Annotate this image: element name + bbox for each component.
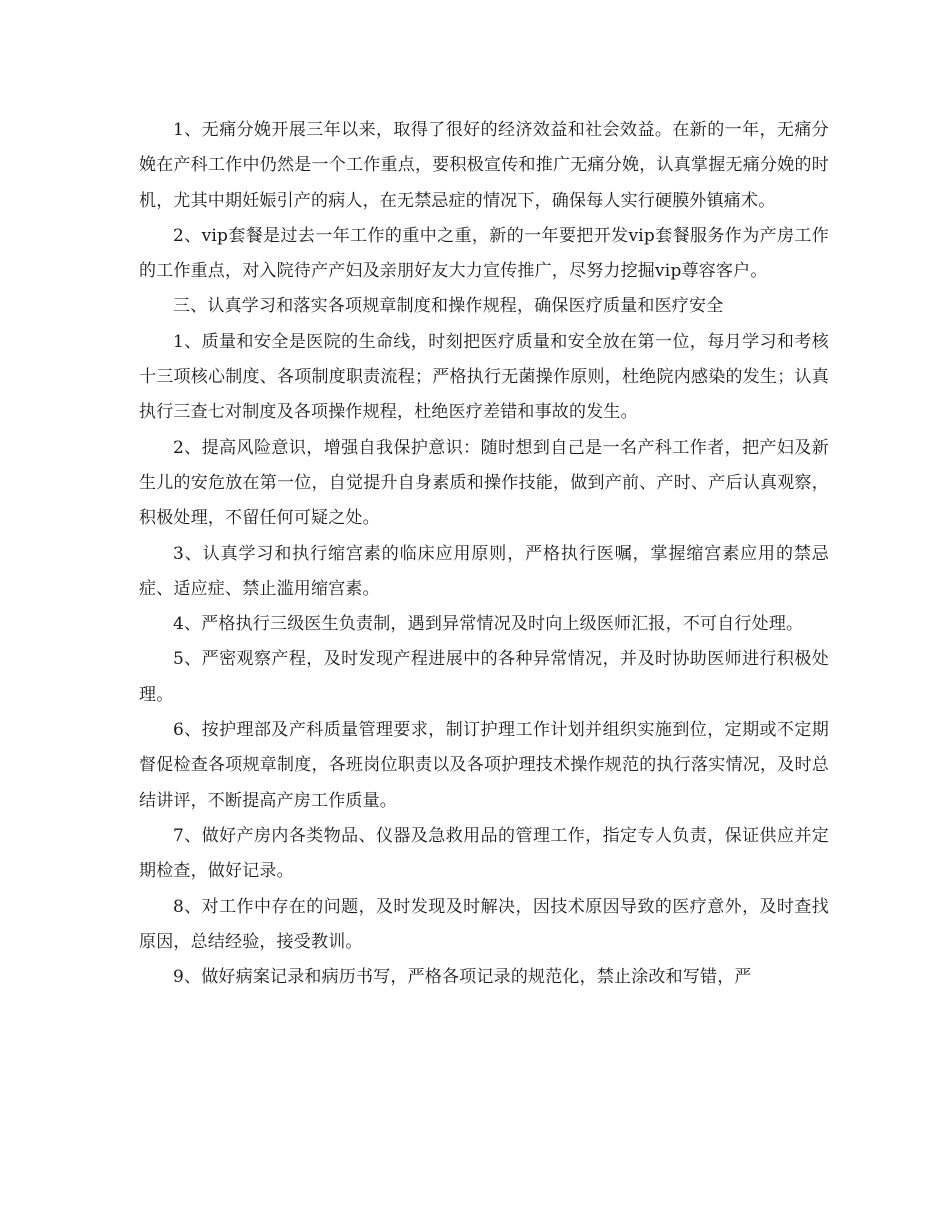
paragraph-three-level-doctor: 4、严格执行三级医生负责制，遇到异常情况及时向上级医师汇报，不可自行处理。 [173, 614, 804, 635]
paragraph-nursing-plan: 6、按护理部及产科质量管理要求，制订护理工作计划并组织实施到位，定期或不定期督促检查各项规章制度，各班岗位职责以及各项护理技术操作规范的执行落实情况，及时总结讲评，不断提高产房工作质量。 [139, 720, 829, 811]
paragraph-quality-safety: 1、质量和安全是医院的生命线，时刻把医疗质量和安全放在第一位，每月学习和考核十三项核心制度、各项制度职责流程；严格执行无菌操作原则，杜绝院内感染的发生；认真执行三查七对制度及各项操作规程，杜绝医疗差错和事故的发生。 [139, 331, 829, 423]
paragraph-risk-awareness: 2、提高风险意识，增强自我保护意识：随时想到自己是一名产科工作者，把产妇及新生儿的安危放在第一位，自觉提升自身素质和操作技能，做到产前、产时、产后认真观察，积极处理，不留任何可疑之处。 [139, 437, 829, 529]
paragraph-medical-records: 9、做好病案记录和病历书写，严格各项记录的规范化，禁止涂改和写错，严 [173, 967, 752, 988]
paragraph-labor-observation: 5、严密观察产程，及时发现产程进展中的各种异常情况，并及时协助医师进行积极处理。 [139, 649, 829, 705]
paragraph-supplies-management: 7、做好产房内各类物品、仪器及急救用品的管理工作，指定专人负责，保证供应并定期检查，做好记录。 [139, 825, 829, 882]
paragraph-oxytocin: 3、认真学习和执行缩宫素的临床应用原则，严格执行医嘱，掌握缩宫素应用的禁忌症、适应症、禁止滥用缩宫素。 [139, 543, 829, 599]
section-heading-rules: 三、认真学习和落实各项规章制度和操作规程，确保医疗质量和医疗安全 [173, 296, 724, 317]
paragraph-painless-delivery: 1、无痛分娩开展三年以来，取得了很好的经济效益和社会效益。在新的一年，无痛分娩在产科工作中仍然是一个工作重点，要积极宣传和推广无痛分娩，认真掌握无痛分娩的时机，尤其中期妊娠引产的病人，在无禁忌症的情况下，确保每人实行硬膜外镇痛术。 [139, 120, 829, 211]
paragraph-vip-package: 2、vip套餐是过去一年工作的重中之重，新的一年要把开发vip套餐服务作为产房工作的工作重点，对入院待产产妇及亲朋好友大力宣传推广，尽努力挖掘vip尊容客户。 [139, 225, 829, 282]
paragraph-problem-solving: 8、对工作中存在的问题，及时发现及时解决，因技术原因导致的医疗意外，及时查找原因，总结经验，接受教训。 [139, 896, 829, 952]
document-body [139, 113, 829, 995]
